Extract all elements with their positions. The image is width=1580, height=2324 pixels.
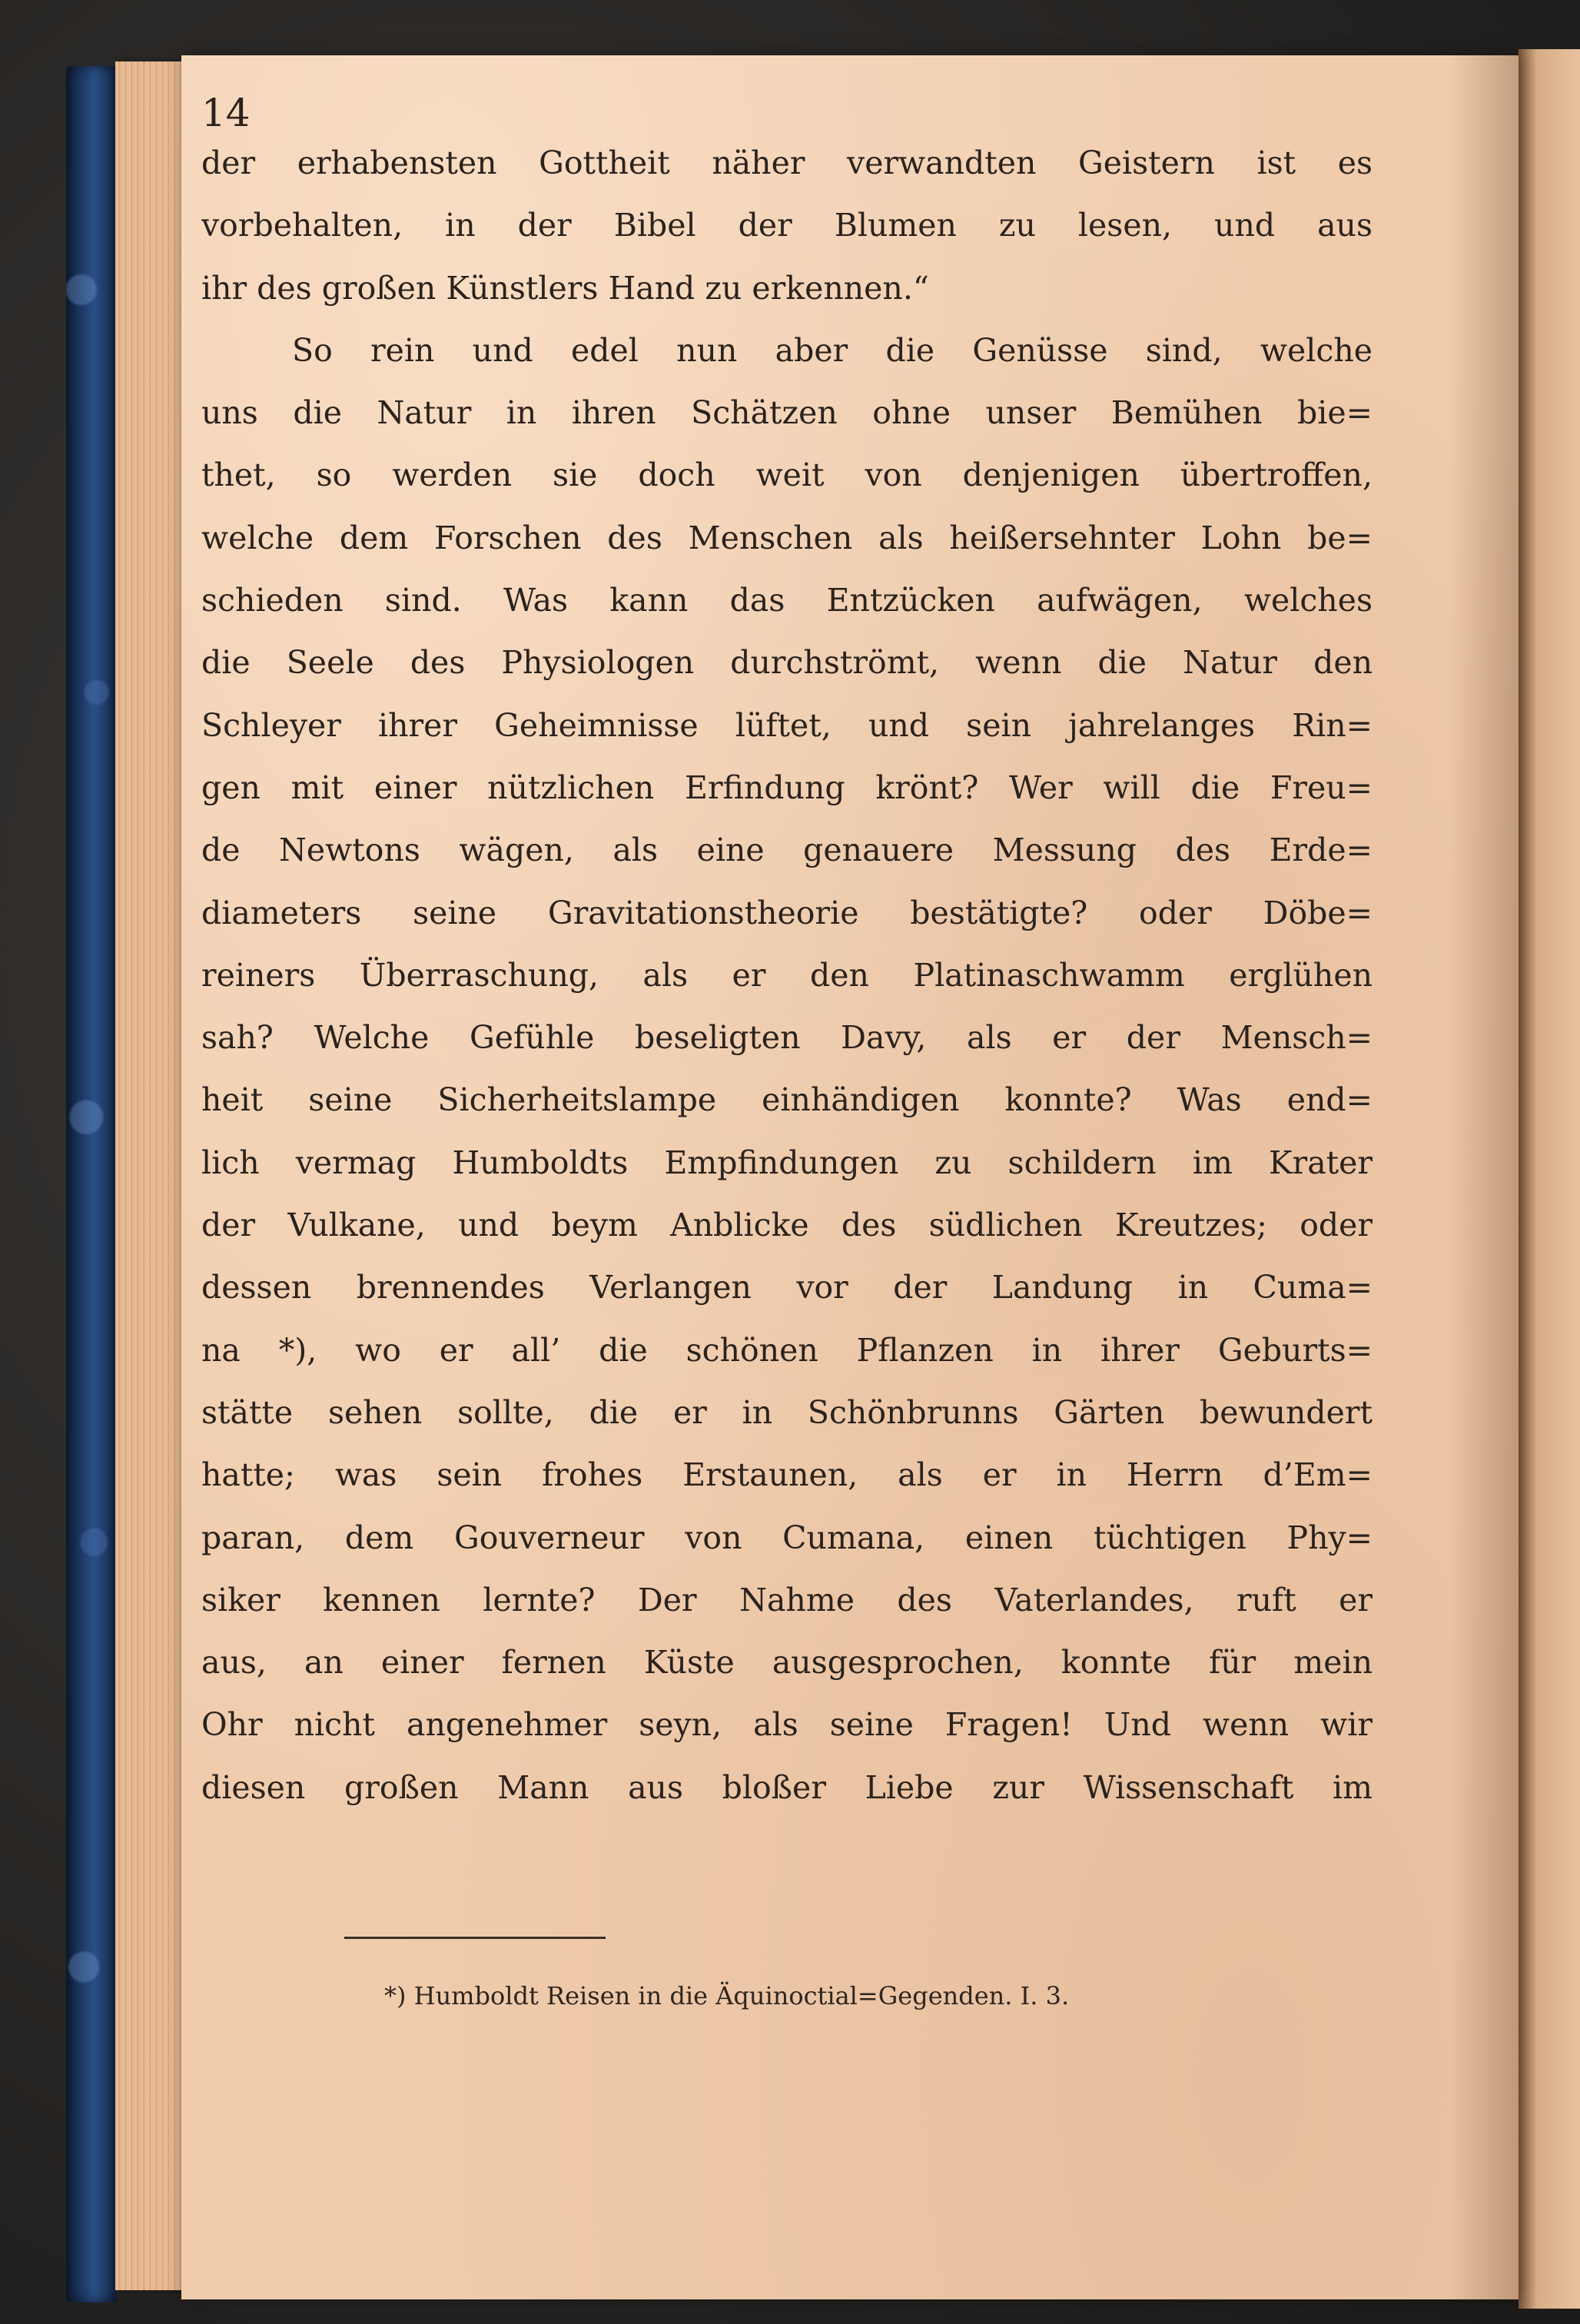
text-line: na *), wo er all’ die schönen Pflanzen in ihrer Geburts= — [201, 1331, 1373, 1369]
text-line: Schleyer ihrer Geheimnisse lüftet, und sein jahrelanges Rin= — [201, 706, 1373, 744]
text-line: der erhabensten Gottheit näher verwandten Geistern ist es — [201, 144, 1373, 181]
text-line: ihr des großen Künstlers Hand zu erkennen.“ — [201, 269, 929, 307]
footnote: *) Humboldt Reisen in die Äquinoctial=Gegenden. I. 3. — [384, 1981, 1070, 2010]
page-edges — [115, 61, 186, 2290]
text-line: aus, an einer fernen Küste ausgesprochen, konnte für mein — [201, 1644, 1373, 1682]
text-line: reiners Überraschung, als er den Platinaschwamm erglühen — [201, 956, 1373, 994]
text-line: stätte sehen sollte, die er in Schönbrunns Gärten bewundert — [201, 1393, 1373, 1431]
text-line: hatte; was sein frohes Erstaunen, als er in Herrn d’Em= — [201, 1456, 1373, 1494]
text-line: Ohr nicht angenehmer seyn, als seine Fragen! Und wenn wir — [201, 1706, 1373, 1744]
text-line: gen mit einer nützlichen Erfindung krönt? Wer will die Freu= — [201, 769, 1373, 806]
text-line: de Newtons wägen, als eine genauere Messung des Erde= — [201, 832, 1373, 869]
book-cover-spine — [66, 66, 117, 2302]
text-line: uns die Natur in ihren Schätzen ohne unser Bemühen bie= — [201, 394, 1373, 432]
text-line: paran, dem Gouverneur von Cumana, einen tüchtigen Phy= — [201, 1519, 1373, 1556]
gutter-shadow — [1449, 55, 1519, 2299]
text-line: die Seele des Physiologen durchströmt, wenn die Natur den — [201, 644, 1373, 682]
text-line: thet, so werden sie doch weit von denjenigen übertroffen, — [201, 456, 1373, 494]
text-line: vorbehalten, in der Bibel der Blumen zu lesen, und aus — [201, 207, 1373, 244]
text-line: schieden sind. Was kann das Entzücken aufwägen, welches — [201, 582, 1373, 619]
facing-page-edge — [1519, 49, 1580, 2309]
text-line: diameters seine Gravitationstheorie bestätigte? oder Döbe= — [201, 894, 1373, 931]
page-number: 14 — [201, 91, 251, 135]
text-line: lich vermag Humboldts Empfindungen zu schildern im Krater — [201, 1144, 1373, 1181]
text-line: diesen großen Mann aus bloßer Liebe zur Wissenschaft im — [201, 1768, 1373, 1806]
text-line: welche dem Forschen des Menschen als heißersehnter Lohn be= — [201, 519, 1373, 556]
text-line: So rein und edel nun aber die Genüsse sind, welche — [292, 331, 1373, 369]
text-line: der Vulkane, und beym Anblicke des südlichen Kreutzes; oder — [201, 1207, 1373, 1244]
text-line: heit seine Sicherheitslampe einhändigen konnte? Was end= — [201, 1081, 1373, 1119]
text-line: dessen brennendes Verlangen vor der Landung in Cuma= — [201, 1269, 1373, 1306]
text-line: sah? Welche Gefühle beseligten Davy, als er der Mensch= — [201, 1019, 1373, 1057]
body-text — [201, 132, 1373, 1819]
footnote-rule — [344, 1937, 606, 1939]
text-line: siker kennen lernte? Der Nahme des Vaterlandes, ruft er — [201, 1581, 1373, 1618]
marbled-cover-pattern — [66, 66, 117, 2302]
